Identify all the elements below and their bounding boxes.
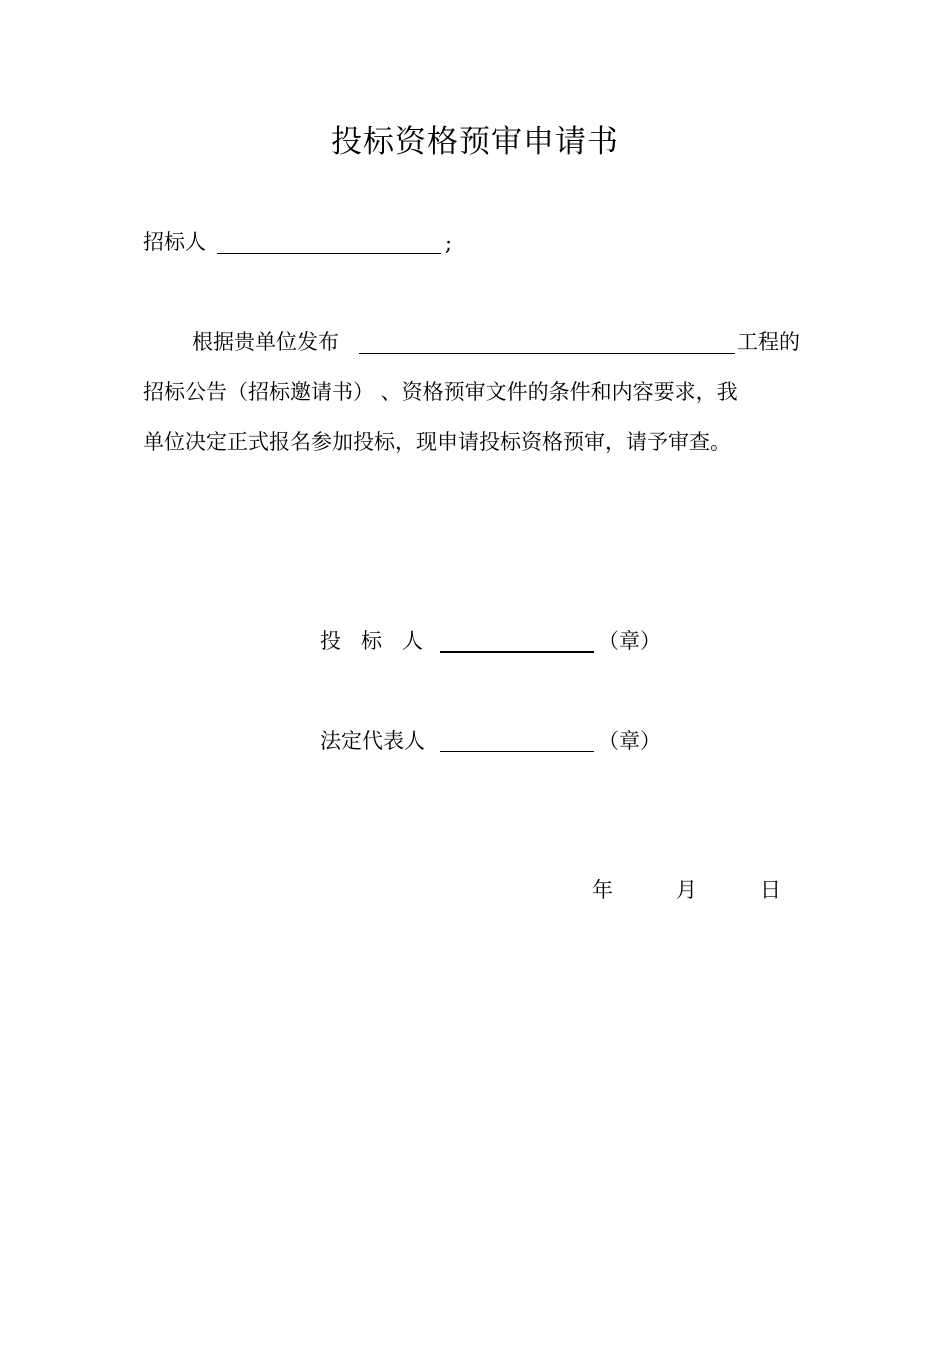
paragraph-line2: 招标公告（招标邀请书） 、资格预审文件的条件和内容要求，我 (143, 380, 738, 404)
bidder-label: 投 标 人 (320, 629, 424, 653)
paragraph-line3: 单位决定正式报名参加投标，现申请投标资格预审，请予审查。 (143, 430, 731, 454)
legal-representative-label: 法定代表人 (320, 729, 425, 753)
addressee-blank[interactable] (217, 253, 441, 254)
bidder-blank[interactable] (440, 651, 594, 653)
paragraph-line1-prefix: 根据贵单位发布 (192, 330, 339, 354)
date-month-label: 月 (676, 878, 697, 902)
paragraph-line1-suffix: 工程的 (737, 330, 800, 354)
bidder-seal: （章） (598, 629, 661, 653)
legal-representative-blank[interactable] (440, 751, 594, 752)
document-title: 投标资格预审申请书 (331, 124, 619, 160)
addressee-suffix: ; (445, 231, 453, 255)
legal-representative-seal: （章） (598, 729, 661, 753)
date-day-label: 日 (760, 878, 781, 902)
date-year-label: 年 (592, 878, 613, 902)
project-name-blank[interactable] (359, 353, 735, 354)
addressee-label: 招标人 (143, 230, 206, 254)
